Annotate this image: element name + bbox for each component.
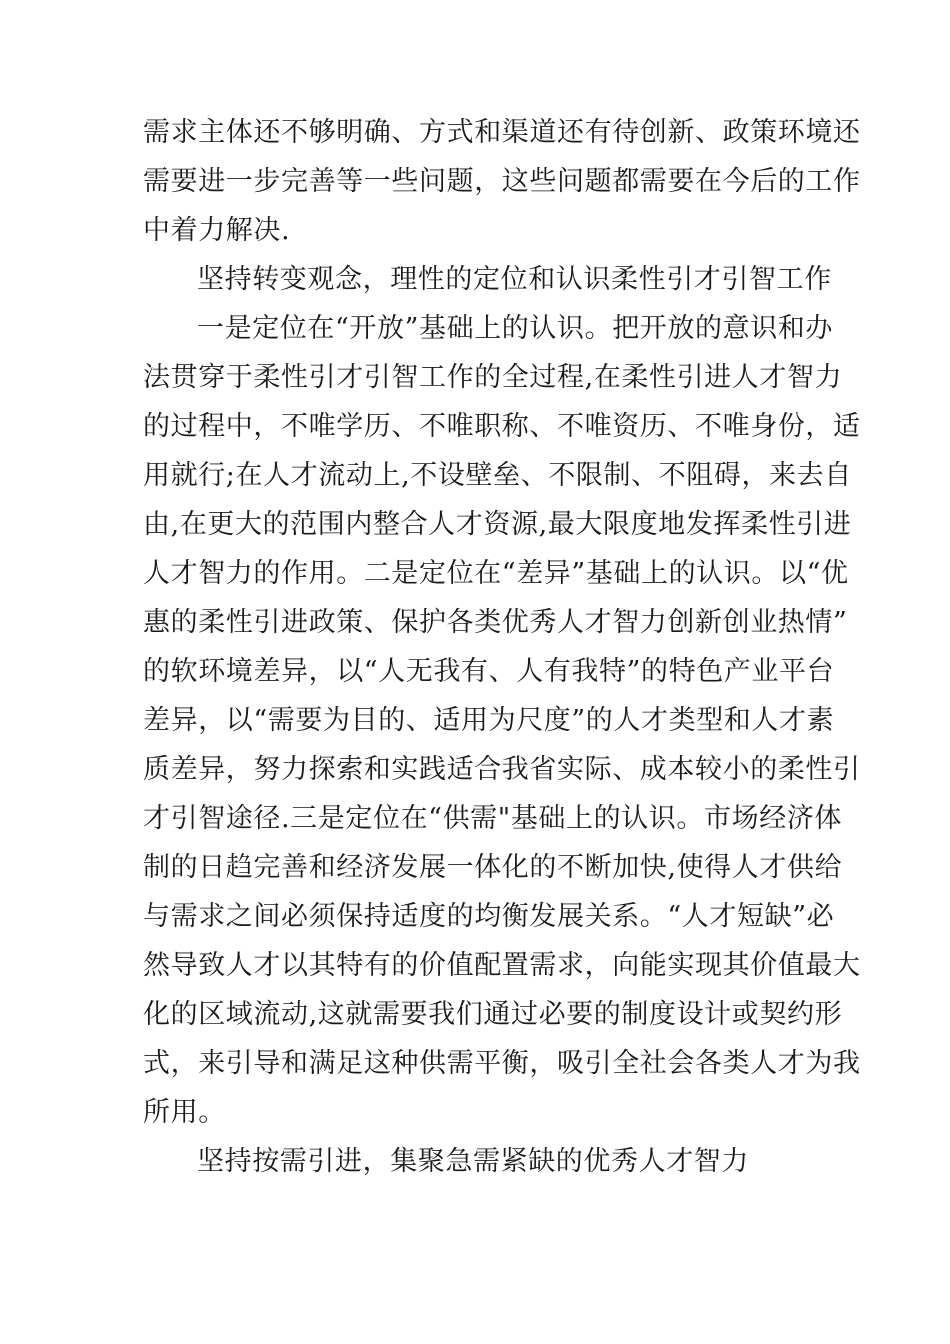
text-line: 中着力解决. bbox=[143, 215, 291, 246]
text-line: 用就行;在人才流动上,不设壁垒、不限制、不阻碍，来去自 bbox=[143, 460, 852, 491]
paragraph-start: 一是定位在“开放”基础上的认识。把开放的意识和办 bbox=[197, 313, 834, 344]
text-line: 需求主体还不够明确、方式和渠道还有待创新、政策环境还 bbox=[143, 117, 861, 148]
section-heading: 坚持按需引进，集聚急需紧缺的优秀人才智力 bbox=[197, 1146, 749, 1177]
text-line: 化的区域流动,这就需要我们通过必要的制度设计或契约形 bbox=[143, 999, 843, 1030]
text-line: 所用。 bbox=[143, 1097, 226, 1128]
text-line: 与需求之间必须保持适度的均衡发展关系。“人才短缺”必 bbox=[143, 901, 835, 932]
text-line: 法贯穿于柔性引才引智工作的全过程,在柔性引进人才智力 bbox=[143, 362, 843, 393]
text-line: 制的日趋完善和经济发展一体化的不断加快,使得人才供给 bbox=[143, 852, 843, 883]
text-line: 的过程中，不唯学历、不唯职称、不唯资历、不唯身份，适 bbox=[143, 411, 861, 442]
text-line: 然导致人才以其特有的价值配置需求，向能实现其价值最大 bbox=[143, 950, 861, 981]
text-line: 惠的柔性引进政策、保护各类优秀人才智力创新创业热情” bbox=[143, 607, 848, 638]
text-line: 需要进一步完善等一些问题，这些问题都需要在今后的工作 bbox=[143, 166, 861, 197]
text-line: 式，来引导和满足这种供需平衡，吸引全社会各类人才为我 bbox=[143, 1048, 861, 1079]
text-line: 质差异，努力探索和实践适合我省实际、成本较小的柔性引 bbox=[143, 754, 861, 785]
body-text bbox=[143, 108, 861, 1186]
text-line: 差异，以“需要为目的、适用为尺度”的人才类型和人才素 bbox=[143, 705, 835, 736]
text-line: 由,在更大的范围内整合人才资源,最大限度地发挥柔性引进 bbox=[143, 509, 852, 540]
section-heading: 坚持转变观念，理性的定位和认识柔性引才引智工作 bbox=[197, 264, 832, 295]
text-line: 才引智途径.三是定位在“供需"基础上的认识。市场经济体 bbox=[143, 803, 843, 834]
text-line: 的软环境差异，以“人无我有、人有我特”的特色产业平台 bbox=[143, 656, 835, 687]
text-line: 人才智力的作用。二是定位在“差异”基础上的认识。以“优 bbox=[143, 558, 849, 589]
